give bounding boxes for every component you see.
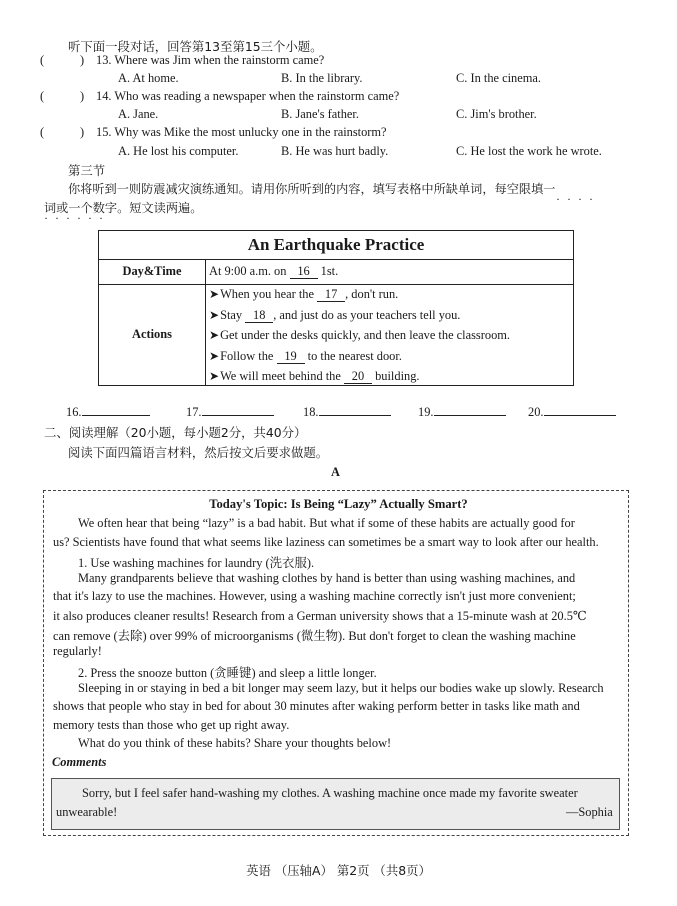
arrow-bullet-icon: ➤	[209, 348, 220, 363]
arrow-bullet-icon: ➤	[209, 287, 220, 301]
article-subheading: 2. Press the snooze button (贪睡键) and sleep a little longer.	[78, 666, 377, 680]
comment-author: —Sophia	[566, 805, 613, 819]
emphasis-dots: · · · · · ·	[44, 211, 105, 225]
q14-option-a: A. Jane.	[118, 107, 159, 121]
answer-18[interactable]: 18.	[303, 405, 391, 420]
section3-instruction-line2: 词或一个数字。短文读两遍。	[44, 201, 203, 215]
article-text: can remove (去除) over 99% of microorganisms (微生物). But don't forget to clean the washing machine	[53, 629, 576, 643]
arrow-bullet-icon: ➤	[209, 328, 220, 342]
comment-text: unwearable!	[56, 805, 118, 819]
part2-heading: 二、阅读理解（20小题，每小题2分，共40分）	[44, 425, 307, 440]
answer-paren-open: (	[40, 53, 45, 67]
earthquake-table	[98, 230, 574, 386]
question-13: 13. Where was Jim when the rainstorm came?	[96, 53, 325, 67]
article-text: shows that people who stay in bed for about 30 minutes after waking perform better in tasks like math and	[53, 699, 580, 713]
q15-option-c: C. He lost the work he wrote.	[456, 144, 602, 158]
comment-text: Sorry, but I feel safer hand-washing my clothes. A washing machine once made my favorite sweater	[82, 786, 578, 800]
answer-paren-open: (	[40, 89, 45, 103]
article-text: regularly!	[53, 644, 102, 658]
row-label-day-time: Day&Time	[99, 259, 206, 284]
answer-16[interactable]: 16.	[66, 405, 150, 420]
article-text: it also produces cleaner results! Research from a German university shows that a 15-minute wash at 20.5℃	[53, 609, 587, 623]
table-row-day-time	[99, 259, 573, 285]
blank-17[interactable]: 17	[317, 288, 345, 302]
listening-intro: 听下面一段对话，回答第13至第15三个小题。	[68, 39, 323, 54]
action-item: ➤We will meet behind the 20 building.	[209, 369, 420, 383]
row-label-actions: Actions	[99, 284, 206, 385]
answer-paren-open: (	[40, 125, 45, 139]
day-time-content	[209, 264, 338, 279]
answer-19[interactable]: 19.	[418, 405, 506, 420]
q13-option-b: B. In the library.	[281, 71, 363, 85]
article-subheading: 1. Use washing machines for laundry (洗衣服).	[78, 556, 315, 570]
question-14: 14. Who was reading a newspaper when the rainstorm came?	[96, 89, 400, 103]
q14-option-c: C. Jim's brother.	[456, 107, 537, 121]
q13-option-a: A. At home.	[118, 71, 179, 85]
emphasis-dots: · · · ·	[556, 192, 595, 206]
article-title: Today's Topic: Is Being “Lazy” Actually Smart?	[209, 497, 468, 511]
blank-19[interactable]: 19	[277, 350, 305, 364]
action-item: ➤Get under the desks quickly, and then leave the classroom.	[209, 328, 511, 342]
action-item: ➤Stay 18 , and just do as your teachers tell you.	[209, 307, 461, 322]
article-text: Many grandparents believe that washing clothes by hand is better than using washing machines, and	[78, 571, 576, 585]
article-text: that it's lazy to use the machines. However, using a washing machine correctly isn't just more convenient;	[53, 589, 576, 603]
q14-option-b: B. Jane's father.	[281, 107, 359, 121]
section3-instruction-line1: 你将听到一则防震减灾演练通知。请用你所听到的内容，填写表格中所缺单词，每空限填一	[68, 182, 556, 196]
question-15: 15. Why was Mike the most unlucky one in the rainstorm?	[96, 125, 387, 139]
action-item: ➤Follow the 19 to the nearest door.	[209, 348, 402, 363]
day-time-post: 1st.	[320, 264, 339, 278]
article-text: We often hear that being “lazy” is a bad habit. But what if some of these habits are actually good for	[78, 516, 575, 530]
comments-label: Comments	[52, 755, 107, 769]
article-text: What do you think of these habits? Share your thoughts below!	[78, 736, 392, 750]
answer-paren-close: )	[80, 89, 85, 103]
blank-16[interactable]: 16	[290, 265, 318, 279]
answer-20[interactable]: 20.	[528, 405, 616, 420]
passage-letter: A	[331, 465, 340, 479]
article-text: us? Scientists have found that what seems like laziness can sometimes be a smart way to look after our health.	[53, 535, 599, 549]
article-text: memory tests than those who get up right away.	[53, 718, 290, 732]
blank-20[interactable]: 20	[344, 370, 372, 384]
answer-17[interactable]: 17.	[186, 405, 274, 420]
page-footer: 英语 （压轴A） 第2页 （共8页）	[246, 863, 431, 878]
table-title: An Earthquake Practice	[99, 231, 573, 260]
answer-paren-close: )	[80, 53, 85, 67]
blank-18[interactable]: 18	[245, 309, 273, 323]
section3-heading: 第三节	[68, 163, 106, 178]
q15-option-a: A. He lost his computer.	[118, 144, 239, 158]
table-row-actions	[99, 284, 573, 385]
answer-paren-close: )	[80, 125, 85, 139]
part2-instruction: 阅读下面四篇语言材料，然后按文后要求做题。	[68, 445, 329, 460]
action-item: ➤When you hear the 17 , don't run.	[209, 287, 399, 301]
q15-option-b: B. He was hurt badly.	[281, 144, 389, 158]
arrow-bullet-icon: ➤	[209, 307, 220, 322]
day-time-pre: At 9:00 a.m. on	[209, 264, 287, 278]
article-text: Sleeping in or staying in bed a bit longer may seem lazy, but it helps our bodies wake up slowly. Research	[78, 681, 604, 695]
q13-option-c: C. In the cinema.	[456, 71, 541, 85]
arrow-bullet-icon: ➤	[209, 369, 220, 383]
